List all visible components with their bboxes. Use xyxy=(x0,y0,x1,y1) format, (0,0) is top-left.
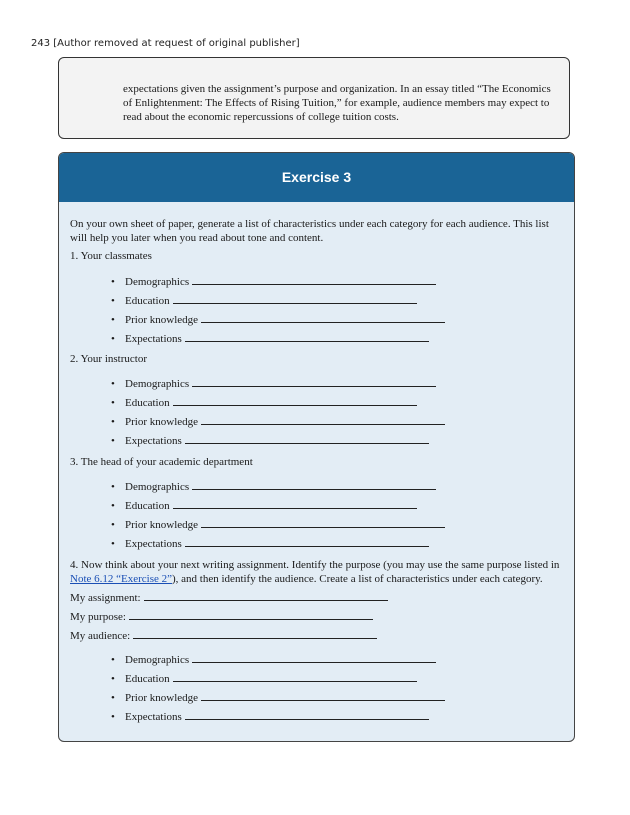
answer-line xyxy=(173,395,417,406)
answer-line xyxy=(201,690,445,701)
list-item: • Prior knowledge xyxy=(111,414,445,429)
audience-field: My audience: xyxy=(70,628,377,643)
list-item: • Education xyxy=(111,498,417,513)
page-header-text: [Author removed at request of original publisher] xyxy=(53,38,300,49)
answer-line xyxy=(173,498,417,509)
list-item: • Demographics xyxy=(111,652,436,667)
step-4-text: 4. Now think about your next writing assignment. Identify the purpose (you may use the same purpose listed in Note 6.12 “Exercise 2”), and then identify the audience. Create a list of characteristics under each category. xyxy=(70,559,560,585)
audience-label: 2. Your instructor xyxy=(70,353,148,365)
audience-label: 3. The head of your academic department xyxy=(70,456,253,468)
answer-line xyxy=(173,293,417,304)
answer-line xyxy=(192,652,436,663)
answer-line xyxy=(201,312,445,323)
answer-line xyxy=(129,609,373,620)
answer-line xyxy=(192,479,436,490)
page-header xyxy=(31,38,300,49)
exercise-intro: On your own sheet of paper, generate a list of characteristics under each category for each audience. This list will help you later when you read about tone and content. xyxy=(70,218,549,244)
list-item: • Expectations xyxy=(111,709,429,724)
answer-line xyxy=(201,414,445,425)
list-item: • Demographics xyxy=(111,376,436,391)
list-item: • Prior knowledge xyxy=(111,690,445,705)
answer-line xyxy=(185,433,429,444)
previous-content-box xyxy=(58,57,570,139)
answer-line xyxy=(192,274,436,285)
answer-line xyxy=(192,376,436,387)
previous-box-text: expectations given the assignment’s purpose and organization. In an essay titled “The Economics of Enlightenment: The Effects of Rising Tuition,” for example, audience members may expect to read about the economic repercussions of college tuition costs. xyxy=(123,83,551,123)
list-item: • Demographics xyxy=(111,479,436,494)
list-item: • Education xyxy=(111,395,417,410)
answer-line xyxy=(185,331,429,342)
exercise-title: Exercise 3 xyxy=(59,153,574,202)
exercise-box xyxy=(58,152,575,742)
list-item: • Education xyxy=(111,671,417,686)
purpose-field: My purpose: xyxy=(70,609,373,624)
audience-label: 1. Your classmates xyxy=(70,250,152,262)
answer-line xyxy=(133,628,377,639)
list-item: • Education xyxy=(111,293,417,308)
list-item: • Expectations xyxy=(111,433,429,448)
page-number: 243 xyxy=(31,38,51,49)
list-item: • Demographics xyxy=(111,274,436,289)
answer-line xyxy=(201,517,445,528)
list-item: • Expectations xyxy=(111,331,429,346)
assignment-field: My assignment: xyxy=(70,590,388,605)
answer-line xyxy=(144,590,388,601)
answer-line xyxy=(185,536,429,547)
list-item: • Prior knowledge xyxy=(111,312,445,327)
answer-line xyxy=(185,709,429,720)
list-item: • Prior knowledge xyxy=(111,517,445,532)
list-item: • Expectations xyxy=(111,536,429,551)
answer-line xyxy=(173,671,417,682)
exercise-2-link[interactable]: Note 6.12 “Exercise 2” xyxy=(70,573,173,585)
